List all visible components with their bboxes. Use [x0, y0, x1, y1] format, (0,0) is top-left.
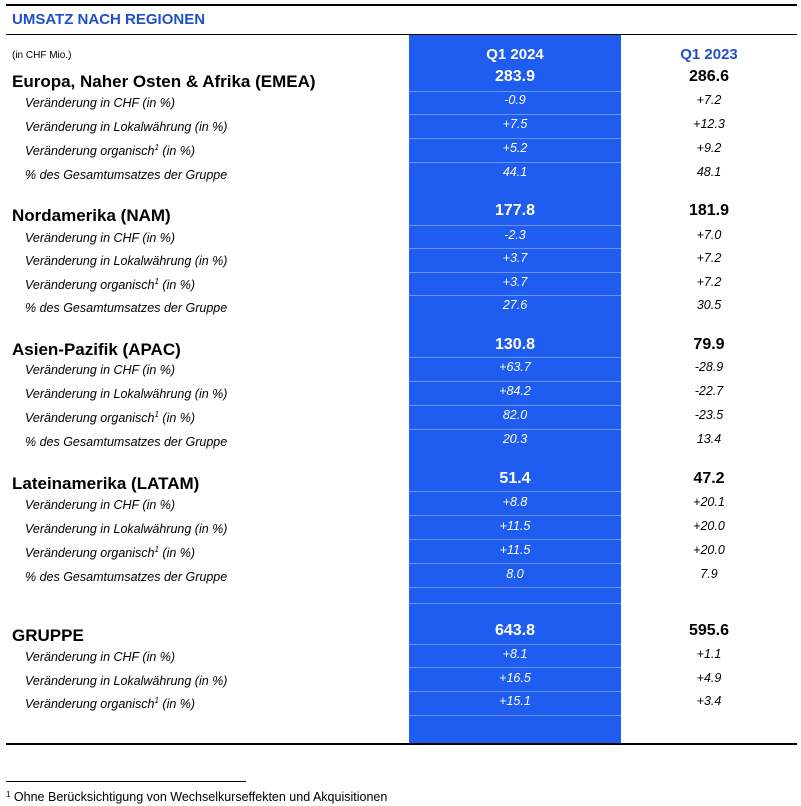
- metric-label: Veränderung in Lokalwährung (in %): [25, 120, 228, 134]
- region-row-nam: [0, 202, 801, 227]
- metric-row-organic: [0, 274, 801, 298]
- metric-row-organic: [0, 693, 801, 717]
- metric-label: Veränderung in Lokalwährung (in %): [25, 254, 228, 268]
- footnote-mark: 1: [154, 277, 159, 286]
- region-row-emea: [0, 68, 801, 93]
- value-q1-2023: +20.0: [693, 519, 725, 533]
- metric-label: % des Gesamtumsatzes der Gruppe: [25, 570, 228, 584]
- metric-label: % des Gesamtumsatzes der Gruppe: [25, 435, 228, 449]
- value-q1-2023: 286.6: [688, 68, 730, 85]
- metric-label: Veränderung in Lokalwährung (in %): [25, 674, 228, 688]
- row-separator: [409, 491, 621, 492]
- value-q1-2023: 595.6: [688, 622, 730, 639]
- top-rule: [6, 4, 797, 6]
- column-header-q1-2024: Q1 2024: [486, 46, 544, 63]
- metric-label: % des Gesamtumsatzes der Gruppe: [25, 168, 228, 182]
- value-q1-2023: 79.9: [693, 336, 725, 353]
- row-separator: [409, 225, 621, 226]
- footnote: [6, 790, 387, 804]
- region-row-latam: [0, 470, 801, 495]
- value-q1-2024: +8.1: [502, 647, 528, 661]
- metric-row-local: [0, 116, 801, 140]
- metric-row-share: [0, 431, 801, 455]
- value-q1-2023: 30.5: [696, 298, 722, 312]
- value-q1-2024: 20.3: [502, 432, 528, 446]
- region-name: Nordamerika (NAM): [12, 206, 171, 225]
- value-q1-2024: 44.1: [502, 165, 528, 179]
- metric-label: Veränderung in CHF (in %): [25, 231, 176, 245]
- value-q1-2024: 177.8: [494, 202, 536, 219]
- unit-label: (in CHF Mio.): [12, 50, 72, 61]
- value-q1-2023: +20.0: [693, 543, 725, 557]
- value-q1-2024: 27.6: [502, 298, 528, 312]
- value-q1-2023: +7.2: [696, 251, 722, 265]
- region-name: Asien-Pazifik (APAC): [12, 340, 181, 359]
- title-rule: [6, 34, 797, 35]
- row-separator: [409, 138, 621, 139]
- metric-label: % des Gesamtumsatzes der Gruppe: [25, 301, 228, 315]
- value-q1-2023: 7.9: [700, 567, 718, 581]
- region-row-apac: [0, 336, 801, 361]
- metric-row-local: [0, 670, 801, 694]
- value-q1-2023: +4.9: [696, 671, 722, 685]
- value-q1-2024: +11.5: [499, 519, 531, 533]
- value-q1-2023: +7.0: [696, 228, 722, 242]
- value-q1-2023: +7.2: [696, 275, 722, 289]
- value-q1-2024: +16.5: [499, 671, 531, 685]
- value-q1-2023: +1.1: [696, 647, 722, 661]
- metric-row-organic: [0, 140, 801, 164]
- metric-row-chf: [0, 646, 801, 670]
- row-separator: [409, 405, 621, 406]
- value-q1-2024: 130.8: [494, 336, 536, 353]
- value-q1-2023: +12.3: [693, 117, 725, 131]
- value-q1-2024: 82.0: [502, 408, 528, 422]
- value-q1-2023: +9.2: [696, 141, 722, 155]
- value-q1-2024: 643.8: [494, 622, 536, 639]
- row-separator: [409, 587, 621, 588]
- value-q1-2023: +3.4: [696, 694, 722, 708]
- value-q1-2023: -22.7: [694, 384, 724, 398]
- row-separator: [409, 429, 621, 430]
- row-separator: [409, 381, 621, 382]
- metric-row-local: [0, 383, 801, 407]
- value-q1-2024: +15.1: [499, 694, 531, 708]
- group-row: [0, 622, 801, 647]
- footnote-mark: 1: [6, 790, 11, 799]
- value-q1-2024: +3.7: [502, 275, 528, 289]
- metric-row-share: [0, 566, 801, 590]
- value-q1-2023: 181.9: [688, 202, 730, 219]
- value-q1-2023: 47.2: [693, 470, 725, 487]
- row-separator: [409, 691, 621, 692]
- metric-label: Veränderung organisch$^1$ (in %): [25, 696, 196, 711]
- value-q1-2023: 13.4: [696, 432, 722, 446]
- value-q1-2024: +7.5: [502, 117, 528, 131]
- metric-label: Veränderung in CHF (in %): [25, 650, 176, 664]
- metric-label: Veränderung in CHF (in %): [25, 96, 176, 110]
- column-header-q1-2023: Q1 2023: [680, 46, 738, 63]
- metric-label: Veränderung organisch$^1$ (in %): [25, 277, 196, 292]
- metric-row-local: [0, 518, 801, 542]
- metric-row-chf: [0, 92, 801, 116]
- footnote-text: Ohne Berücksichtigung von Wechselkurseffekten und Akquisitionen: [10, 790, 388, 804]
- value-q1-2024: +63.7: [499, 360, 531, 374]
- value-q1-2024: +84.2: [499, 384, 531, 398]
- row-separator: [409, 644, 621, 645]
- metric-row-local: [0, 250, 801, 274]
- metric-row-share: [0, 164, 801, 188]
- footnote-mark: 1: [154, 143, 159, 152]
- footnote-mark: 1: [154, 410, 159, 419]
- row-separator: [409, 272, 621, 273]
- value-q1-2024: +11.5: [499, 543, 531, 557]
- group-name: GRUPPE: [12, 626, 84, 645]
- row-separator: [409, 114, 621, 115]
- metric-label: Veränderung in Lokalwährung (in %): [25, 387, 228, 401]
- metric-label: Veränderung organisch$^1$ (in %): [25, 143, 196, 158]
- region-name: Europa, Naher Osten & Afrika (EMEA): [12, 72, 316, 91]
- value-q1-2024: +5.2: [502, 141, 528, 155]
- footnote-separator: [6, 781, 246, 782]
- metric-row-share: [0, 297, 801, 321]
- row-separator: [409, 715, 621, 716]
- value-q1-2023: 48.1: [696, 165, 722, 179]
- row-separator: [409, 162, 621, 163]
- row-separator: [409, 563, 621, 564]
- row-separator: [409, 667, 621, 668]
- value-q1-2024: -0.9: [504, 93, 526, 107]
- row-separator: [409, 357, 621, 358]
- value-q1-2024: +3.7: [502, 251, 528, 265]
- value-q1-2024: +8.8: [502, 495, 528, 509]
- value-q1-2024: 8.0: [506, 567, 524, 581]
- row-separator: [409, 603, 621, 604]
- metric-row-chf: [0, 359, 801, 383]
- row-separator: [409, 515, 621, 516]
- metric-label: Veränderung in Lokalwährung (in %): [25, 522, 228, 536]
- value-q1-2024: 51.4: [499, 470, 531, 487]
- footnote-mark: 1: [154, 545, 159, 554]
- value-q1-2023: -28.9: [694, 360, 724, 374]
- value-q1-2024: -2.3: [504, 228, 526, 242]
- table-title: UMSATZ NACH REGIONEN: [12, 11, 206, 28]
- metric-row-organic: [0, 407, 801, 431]
- metric-label: Veränderung in CHF (in %): [25, 498, 176, 512]
- row-separator: [409, 539, 621, 540]
- region-name: Lateinamerika (LATAM): [12, 474, 200, 493]
- bottom-rule: [6, 743, 797, 745]
- metric-row-chf: [0, 494, 801, 518]
- footnote-mark: 1: [154, 696, 159, 705]
- value-q1-2024: 283.9: [494, 68, 536, 85]
- row-separator: [409, 248, 621, 249]
- metric-label: Veränderung organisch$^1$ (in %): [25, 410, 196, 425]
- metric-label: Veränderung organisch$^1$ (in %): [25, 545, 196, 560]
- value-q1-2023: +20.1: [693, 495, 725, 509]
- metric-row-chf: [0, 227, 801, 251]
- metric-label: Veränderung in CHF (in %): [25, 363, 176, 377]
- value-q1-2023: +7.2: [696, 93, 722, 107]
- metric-row-organic: [0, 542, 801, 566]
- row-separator: [409, 295, 621, 296]
- value-q1-2023: -23.5: [694, 408, 724, 422]
